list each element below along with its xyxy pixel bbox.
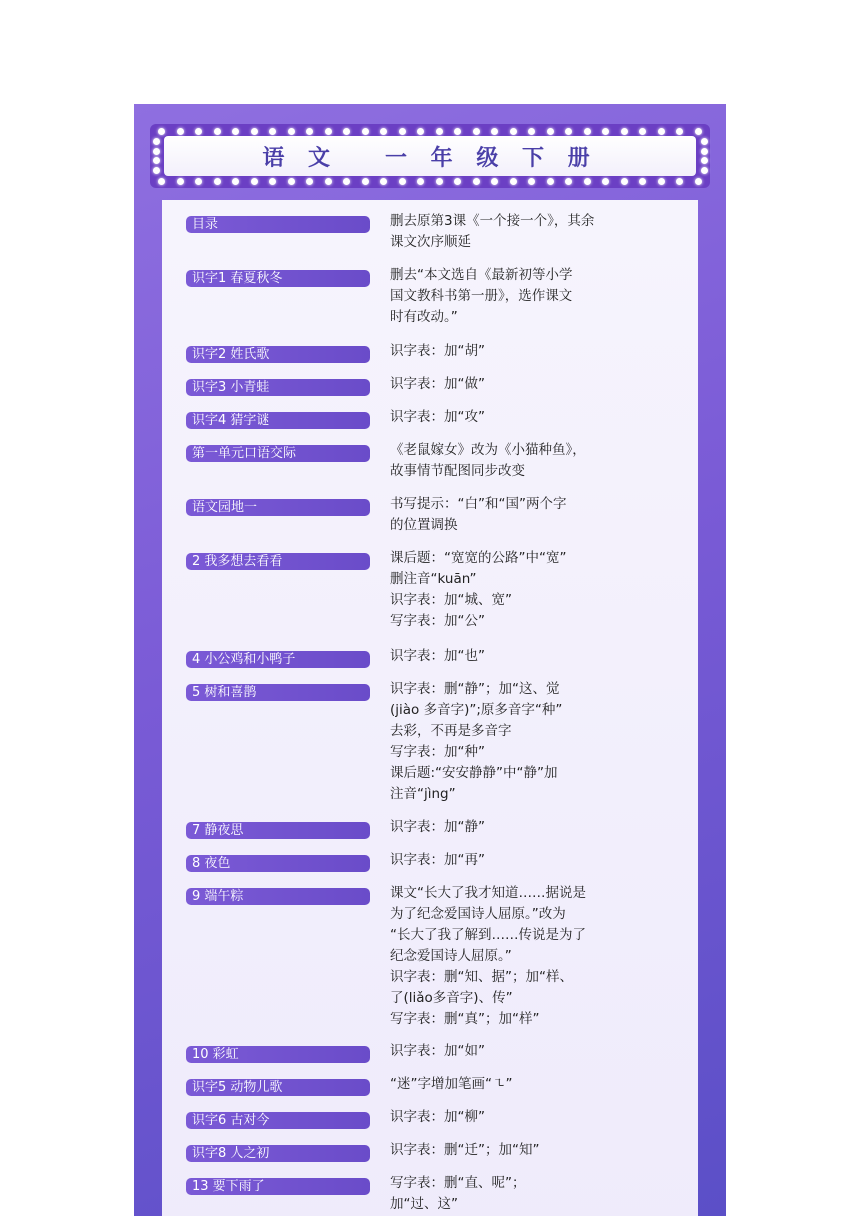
marquee-light bbox=[602, 178, 609, 185]
change-description: 识字表：加“也” bbox=[390, 648, 485, 664]
marquee-light bbox=[399, 128, 406, 135]
marquee-light bbox=[177, 128, 184, 135]
lesson-tag: 目录 bbox=[186, 216, 370, 233]
marquee-light bbox=[491, 178, 498, 185]
marquee-light bbox=[177, 178, 184, 185]
marquee-light bbox=[676, 128, 683, 135]
marquee-light bbox=[417, 128, 424, 135]
lesson-tag: 识字2 姓氏歌 bbox=[186, 346, 370, 363]
lesson-tag: 识字4 猜字谜 bbox=[186, 412, 370, 429]
lesson-tag: 13 要下雨了 bbox=[186, 1178, 370, 1195]
marquee-light bbox=[639, 178, 646, 185]
lesson-tag: 7 静夜思 bbox=[186, 822, 370, 839]
marquee-lights-right bbox=[700, 138, 708, 174]
marquee-light bbox=[288, 128, 295, 135]
changes-list bbox=[162, 200, 698, 1216]
content-panel bbox=[134, 104, 726, 1216]
marquee-light bbox=[602, 128, 609, 135]
marquee-light bbox=[343, 178, 350, 185]
marquee-light bbox=[454, 128, 461, 135]
marquee-light bbox=[701, 167, 708, 174]
lesson-tag: 语文园地一 bbox=[186, 499, 370, 516]
marquee-light bbox=[380, 128, 387, 135]
lesson-tag: 识字5 动物儿歌 bbox=[186, 1079, 370, 1096]
marquee-light bbox=[288, 178, 295, 185]
marquee-light bbox=[269, 178, 276, 185]
lesson-tag: 8 夜色 bbox=[186, 855, 370, 872]
marquee-light bbox=[362, 128, 369, 135]
marquee-light bbox=[153, 167, 160, 174]
marquee-light bbox=[153, 157, 160, 164]
change-description: 识字表：加“再” bbox=[390, 852, 485, 868]
marquee-light bbox=[454, 178, 461, 185]
lesson-tag: 10 彩虹 bbox=[186, 1046, 370, 1063]
marquee-light bbox=[701, 157, 708, 164]
marquee-light bbox=[436, 128, 443, 135]
change-description: 识字表：加“攻” bbox=[390, 409, 485, 425]
change-description: 识字表：加“做” bbox=[390, 376, 485, 392]
title-marquee bbox=[150, 124, 710, 188]
marquee-light bbox=[701, 138, 708, 145]
lesson-tag: 5 树和喜鹊 bbox=[186, 684, 370, 701]
lesson-tag: 识字3 小青蛙 bbox=[186, 379, 370, 396]
marquee-light bbox=[510, 128, 517, 135]
marquee-light bbox=[621, 128, 628, 135]
change-description: 删去原第3课《一个接一个》，其余 课文次序顺延 bbox=[390, 213, 595, 250]
marquee-light bbox=[325, 178, 332, 185]
lesson-tag: 第一单元口语交际 bbox=[186, 445, 370, 462]
marquee-light bbox=[153, 138, 160, 145]
change-description: 《老鼠嫁女》改为《小猫种鱼》， 故事情节配图同步改变 bbox=[390, 442, 586, 479]
marquee-light bbox=[528, 178, 535, 185]
change-description: 识字表：加“柳” bbox=[390, 1109, 485, 1125]
marquee-light bbox=[417, 178, 424, 185]
marquee-light bbox=[380, 178, 387, 185]
marquee-lights-bottom bbox=[158, 177, 702, 185]
change-description: 写字表：删“直、呢”； 加“过、这” bbox=[390, 1175, 526, 1212]
marquee-light bbox=[362, 178, 369, 185]
marquee-light bbox=[584, 178, 591, 185]
marquee-light bbox=[436, 178, 443, 185]
marquee-light bbox=[621, 178, 628, 185]
marquee-light bbox=[306, 128, 313, 135]
change-description: 书写提示：“白”和“国”两个字 的位置调换 bbox=[390, 496, 567, 533]
title-box bbox=[164, 136, 696, 176]
marquee-light bbox=[306, 178, 313, 185]
lesson-tag: 识字8 人之初 bbox=[186, 1145, 370, 1162]
marquee-light bbox=[547, 178, 554, 185]
marquee-light bbox=[232, 178, 239, 185]
change-description: 课后题：“宽宽的公路”中“宽” 删注音“kuān” 识字表：加“城、宽” 写字表：加“公” bbox=[390, 550, 567, 629]
lesson-tag: 4 小公鸡和小鸭子 bbox=[186, 651, 370, 668]
change-description: 识字表：删“迁”；加“知” bbox=[390, 1142, 540, 1158]
lesson-tag: 9 端午粽 bbox=[186, 888, 370, 905]
marquee-light bbox=[510, 178, 517, 185]
change-description: 识字表：删“静”；加“这、觉 (jiào 多音字)”;原多音字“种” 去彩，不再是多音字 写字表：加“种” 课后题:“安安静静”中“静”加 注音“jìng” bbox=[390, 681, 563, 802]
marquee-lights-left bbox=[152, 138, 160, 174]
marquee-light bbox=[584, 128, 591, 135]
marquee-light bbox=[195, 178, 202, 185]
change-description: 识字表：加“静” bbox=[390, 819, 485, 835]
marquee-light bbox=[251, 178, 258, 185]
page-title: 语 文 一 年 级 下 册 bbox=[262, 145, 598, 171]
change-description: 识字表：加“如” bbox=[390, 1043, 485, 1059]
marquee-lights-top bbox=[158, 127, 702, 135]
lesson-tag: 识字1 春夏秋冬 bbox=[186, 270, 370, 287]
marquee-light bbox=[695, 128, 702, 135]
marquee-light bbox=[547, 128, 554, 135]
marquee-light bbox=[158, 128, 165, 135]
marquee-light bbox=[399, 178, 406, 185]
marquee-light bbox=[343, 128, 350, 135]
change-description: 识字表：加“胡” bbox=[390, 343, 485, 359]
marquee-light bbox=[214, 128, 221, 135]
marquee-light bbox=[214, 178, 221, 185]
marquee-light bbox=[158, 178, 165, 185]
marquee-light bbox=[639, 128, 646, 135]
marquee-light bbox=[658, 178, 665, 185]
change-description: “迷”字增加笔画“㇍” bbox=[390, 1076, 513, 1092]
marquee-light bbox=[269, 128, 276, 135]
marquee-light bbox=[676, 178, 683, 185]
marquee-light bbox=[473, 178, 480, 185]
marquee-light bbox=[528, 128, 535, 135]
marquee-light bbox=[153, 148, 160, 155]
change-description: 课文“长大了我才知道……据说是 为了纪念爱国诗人屈原。”改为 “长大了我了解到……传说是为了 纪念爱国诗人屈原。” 识字表：删“知、据”；加“样、 了(liǎo多音字)、传” 写字表：删“真”；加“样” bbox=[390, 885, 586, 1027]
marquee-light bbox=[251, 128, 258, 135]
marquee-light bbox=[658, 128, 665, 135]
marquee-light bbox=[491, 128, 498, 135]
lesson-tag: 识字6 古对今 bbox=[186, 1112, 370, 1129]
lesson-tag: 2 我多想去看看 bbox=[186, 553, 370, 570]
marquee-light bbox=[701, 148, 708, 155]
marquee-light bbox=[325, 128, 332, 135]
change-description: 删去“本文选自《最新初等小学 国文教科书第一册》，选作课文 时有改动。” bbox=[390, 267, 573, 325]
marquee-light bbox=[473, 128, 480, 135]
marquee-light bbox=[565, 128, 572, 135]
marquee-light bbox=[695, 178, 702, 185]
marquee-light bbox=[232, 128, 239, 135]
marquee-light bbox=[195, 128, 202, 135]
marquee-light bbox=[565, 178, 572, 185]
